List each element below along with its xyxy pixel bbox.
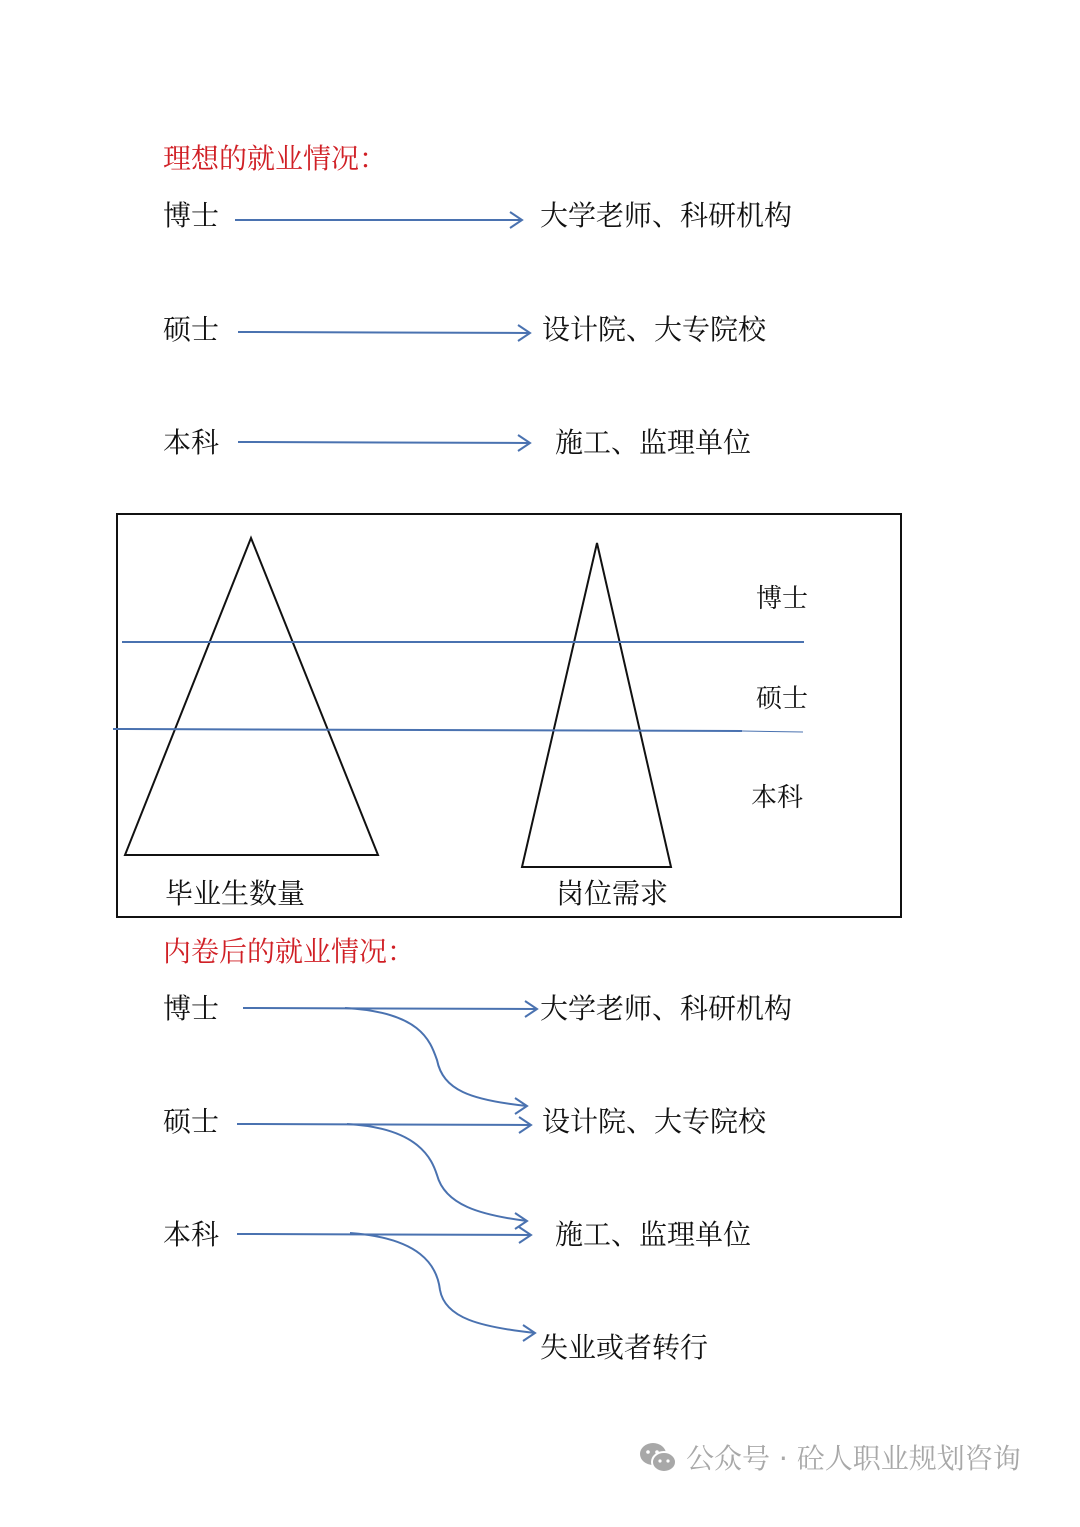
ideal-from-phd: 博士 [163, 199, 220, 232]
involuted-title: 内卷后的就业情况： [163, 935, 416, 968]
jobs-label: 岗位需求 [556, 877, 669, 910]
ideal-to-phd: 大学老师、科研机构 [540, 199, 793, 232]
inv-to-master: 设计院、大专院校 [542, 1105, 767, 1138]
ideal-to-bachelor: 施工、监理单位 [555, 426, 752, 459]
jobs-triangle [522, 543, 671, 867]
inv-from-phd: 博士 [163, 992, 220, 1025]
graduates-label: 毕业生数量 [165, 877, 306, 910]
wechat-icon [638, 1441, 678, 1473]
inv-to-bachelor: 施工、监理单位 [555, 1218, 752, 1251]
ideal-arrows [235, 212, 530, 451]
pyramid-label-bachelor: 本科 [751, 783, 804, 813]
watermark-text: 公众号 · 砼人职业规划咨询 [686, 1442, 1021, 1475]
inv-from-master: 硕士 [163, 1105, 220, 1138]
ideal-from-master: 硕士 [163, 313, 220, 346]
inv-from-bachelor: 本科 [163, 1218, 220, 1251]
graduates-triangle [125, 538, 378, 855]
pyramid-label-master: 硕士 [756, 684, 809, 714]
pyramid-box [113, 514, 901, 917]
involuted-arrows [237, 1001, 537, 1341]
ideal-to-master: 设计院、大专院校 [542, 313, 767, 346]
arrow-master [238, 332, 530, 333]
pyramid-label-phd: 博士 [756, 584, 809, 614]
arrow-bachelor [238, 442, 530, 443]
watermark [638, 1437, 1021, 1477]
ideal-from-bachelor: 本科 [163, 426, 220, 459]
inv-to-phd: 大学老师、科研机构 [540, 992, 793, 1025]
inv-unemployed: 失业或者转行 [540, 1331, 709, 1364]
ideal-title: 理想的就业情况： [163, 142, 388, 175]
